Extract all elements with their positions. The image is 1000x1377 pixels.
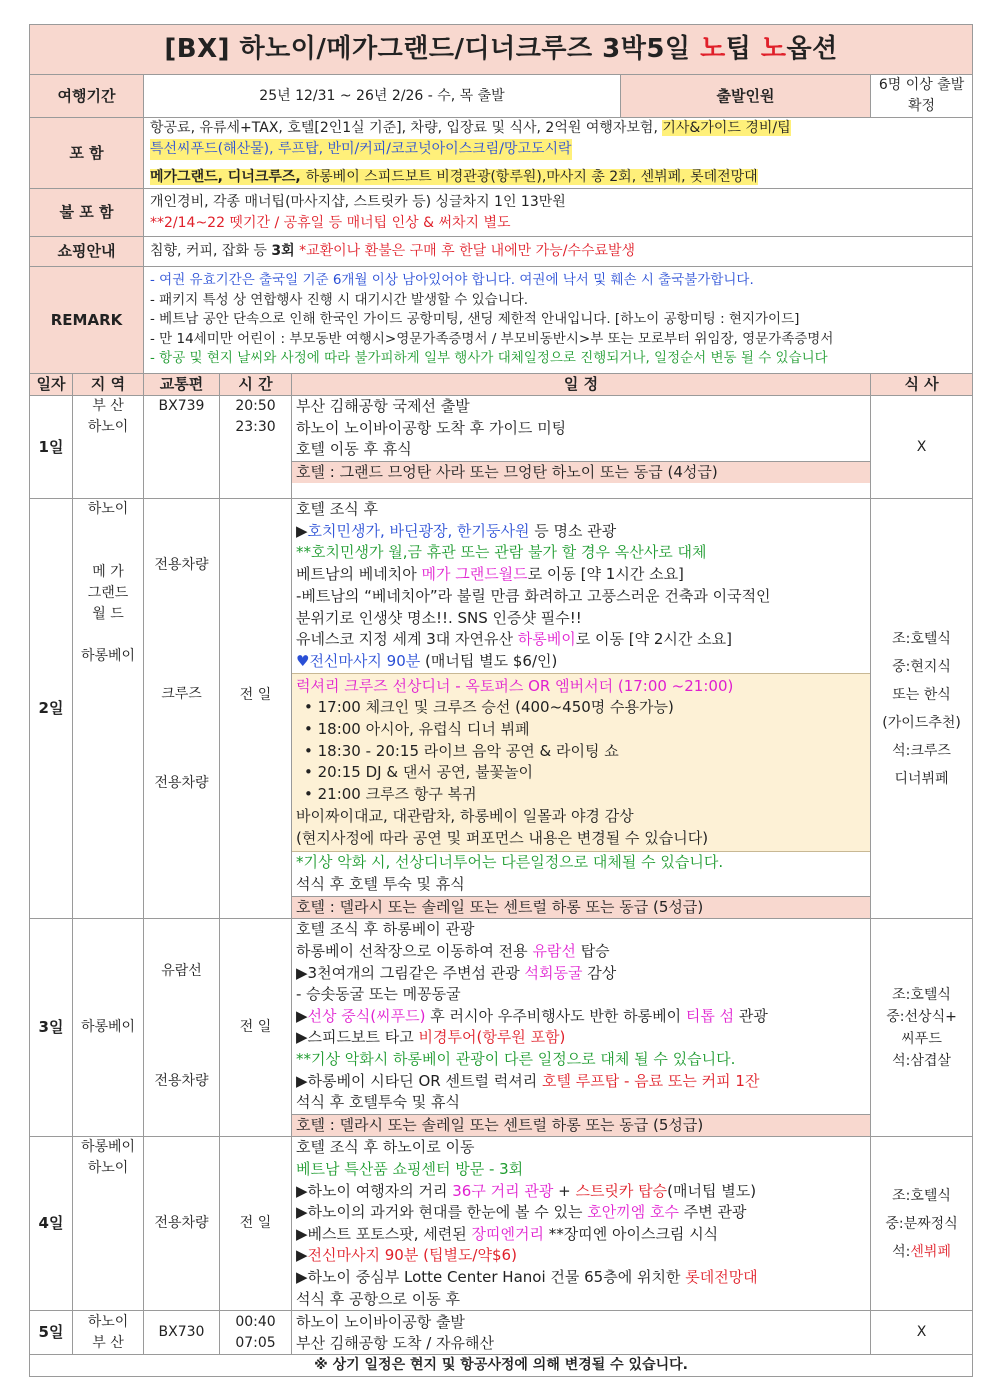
day-schedule: 호텔 조식 후 하노이로 이동 베트남 특산품 쇼핑센터 방문 - 3회 ▶하노이 여행자의 거리 36구 거리 관광 + 스트릿카 탑승(매너팁 별도) ▶하노이의 과거와 현대를 한눈에 볼 수 있는 호안끼엠 호수 주변 관광 ▶베스트 포토스팟, 세련된 장띠엔거리 **장띠엔 아이스크림 시식 ▶전신마사지 90분 (팁별도/약$6) ▶하노이 중심부 Lotte Center Hanoi 건물 65층에 위치한 롯데전망대 석식 후 공항으로 이동 후	[292, 1137, 871, 1311]
remark-line: - 패키지 특성 상 연합행사 진행 시 대기시간 발생할 수 있습니다.	[150, 291, 529, 308]
people-value: 6명 이상 출발 확정	[871, 75, 973, 118]
day-row	[30, 1137, 973, 1311]
day-time: 전 일	[220, 1137, 292, 1311]
day-region: 하롱베이	[73, 919, 144, 1137]
day-schedule: 호텔 조식 후 하롱베이 관광 하롱베이 선착장으로 이동하여 전용 유람선 탑승 ▶3천여개의 그림같은 주변섬 관광 석회동굴 감상 - 승솟동굴 또는 메꽁동굴 ▶선상 중식(씨푸드) 후 러시아 우주비행사도 반한 하롱베이 티톱 섬 관광 ▶스피드보트 타고 비경투어(항루원 포함) **기상 악화시 하롱베이 관광이 다른 일정으로 대체 될 수 있습니다. ▶하롱베이 시타딘 OR 센트럴 럭셔리 호텔 루프탑 - 음료 또는 커피 1잔 석식 후 호텔투숙 및 휴식 호텔 : 델라시 또는 솔레일 또는 센트럴 하롱 또는 동급 (5성급)	[292, 919, 871, 1137]
day-region: 하롱베이 하노이	[73, 1137, 144, 1311]
shopping-content: 침향, 커피, 잡화 등 3회 *교환이나 환불은 구매 후 한달 내에만 가능/수수료발생	[144, 237, 973, 267]
day-label: 2일	[30, 499, 73, 919]
schedule-line: 하노이 노이바이공항 도착 후 가이드 미팅	[296, 418, 567, 437]
cruise-box: 럭셔리 크루즈 선상디너 - 옥토퍼스 OR 엠버서더 (17:00 ~21:00) • 17:00 체크인 및 크루즈 승선 (400~450명 수용가능) • 18:00 아시아, 유럽식 디너 뷔페 • 18:30 - 20:15 라이브 음악 공연 & 라이팅 쇼 • 20:15 DJ & 댄서 공연, 불꽃놀이 • 21:00 크루즈 항구 복귀 바이짜이대교, 대관람차, 하롱베이 일몰과 야경 감상 (현지사정에 따라 공연 및 퍼포먼스 내용은 변경될 수 있습니다)	[292, 673, 870, 853]
col-schedule: 일 정	[292, 374, 871, 396]
exclude-content	[144, 189, 973, 237]
day-schedule: 하노이 노이바이공항 출발 부산 김해공항 도착 / 자유해산	[292, 1311, 871, 1355]
include-label: 포 함	[30, 118, 144, 189]
cruise-item: • 18:30 - 20:15 라이브 음악 공연 & 라이팅 쇼	[304, 741, 619, 760]
exclude-line: **2/14~22 뗏기간 / 공휴일 등 매너팁 인상 & 써차지 별도	[150, 214, 511, 231]
day-meal: X	[871, 1311, 973, 1355]
day-row	[30, 396, 973, 499]
remark-line: - 여권 유효기간은 출국일 기준 6개월 이상 남아있어야 합니다. 여권에 낙서 및 훼손 시 출국불가합니다.	[150, 272, 754, 289]
day-time: 20:50 23:30	[220, 396, 292, 499]
day-label: 5일	[30, 1311, 73, 1355]
remark-line: - 항공 및 현지 날씨와 사정에 따라 불가피하게 일부 행사가 대체일정으로 진행되거나, 일정순서 변동 될 수 있습니다	[150, 350, 828, 367]
day-meal: X	[871, 396, 973, 499]
day-transport: BX739	[144, 396, 220, 499]
day-region: 하노이 부 산	[73, 1311, 144, 1355]
day-row	[30, 919, 973, 1137]
day-schedule	[292, 396, 871, 499]
remark-content	[144, 267, 973, 374]
cruise-item: • 17:00 체크인 및 크루즈 승선 (400~450명 수용가능)	[304, 698, 674, 717]
exclude-label: 불 포 함	[30, 189, 144, 237]
hotel-line: 호텔 : 그랜드 므엉탄 사라 또는 므엉탄 하노이 또는 동급 (4성급)	[292, 461, 870, 484]
remark-label: REMARK	[30, 267, 144, 374]
schedule-line: 호텔 이동 후 휴식	[296, 440, 412, 458]
day-row	[30, 499, 973, 919]
include-line: 항공료, 유류세+TAX, 호텔[2인1실 기준], 차량, 입장료 및 식사, 2억원 여행자보험, 기사&가이드 경비/팁	[150, 120, 791, 136]
period-value: 25년 12/31 ~ 26년 2/26 - 수, 목 출발	[144, 75, 621, 118]
col-region: 지 역	[73, 374, 144, 396]
day-transport: 전용차량	[144, 1137, 220, 1311]
day-label: 4일	[30, 1137, 73, 1311]
cruise-item: • 21:00 크루즈 항구 복귀	[304, 785, 477, 804]
day-schedule: 호텔 조식 후 ▶호치민생가, 바딘광장, 한기둥사원 등 명소 관광 **호치민생가 월,금 휴관 또는 관람 불가 할 경우 옥산사로 대체 베트남의 베네치아 메가 그랜드월드로 이동 [약 1시간 소요] -베트남의 “베네치아”라 불릴 만큼 화려하고 고풍스러운 건축과 이국적인 분위기로 인생샷 명소!!. SNS 인증샷 필수!! 유네스코 지정 세계 3대 자연유산 하롱베이로 이동 [약 2시간 소요] ♥전신마사지 90분 (매너팁 별도 $6/인) 럭셔리 크루즈 선상디너 - 옥토퍼스 OR 엠버서더 (17:00 ~21:00) • 17:00 체크인 및 크루즈 승선 (400~450명 수용가능) • 18:00 아시아, 유럽식 디너 뷔페 • 18:30 - 20:15 라이브 음악 공연 & 라이팅 쇼 • 20:15 DJ & 댄서 공연, 불꽃놀이 • 21:00 크루즈 항구 복귀 바이짜이대교, 대관람차, 하롱베이 일몰과 야경 감상 (현지사정에 따라 공연 및 퍼포먼스 내용은 변경될 수 있습니다) *기상 악화 시, 선상디너투어는 다른일정으로 대체될 수 있습니다. 석식 후 호텔 투숙 및 휴식 호텔 : 델라시 또는 솔레일 또는 센트럴 하롱 또는 동급 (5성급)	[292, 499, 871, 919]
day-meal: 조:호텔식 중:현지식 또는 한식 (가이드추천) 석:크루즈 디너뷔페	[871, 499, 973, 919]
footer-note: ※ 상기 일정은 현지 및 항공사정에 의해 변경될 수 있습니다.	[30, 1355, 973, 1377]
day-transport: BX730	[144, 1311, 220, 1355]
day-transport: 유람선 전용차량	[144, 919, 220, 1137]
day-time: 전 일	[220, 499, 292, 919]
cruise-item: • 18:00 아시아, 유럽식 디너 뷔페	[304, 720, 530, 739]
day-meal: 조:호텔식 중:분짜정식 석:센뷔페	[871, 1137, 973, 1311]
cruise-item: • 20:15 DJ & 댄서 공연, 불꽃놀이	[304, 763, 534, 782]
day-transport: 전용차량 크루즈 전용차량	[144, 499, 220, 919]
day-label: 1일	[30, 396, 73, 499]
include-content	[144, 118, 973, 189]
day-region: 하노이 메 가 그랜드 월 드 하롱베이	[73, 499, 144, 919]
cruise-title: 럭셔리 크루즈 선상디너 - 옥토퍼스 OR 엠버서더 (17:00 ~21:00)	[296, 676, 734, 695]
hotel-line: 호텔 : 델라시 또는 솔레일 또는 센트럴 하롱 또는 동급 (5성급)	[292, 896, 870, 919]
day-row	[30, 1311, 973, 1355]
remark-line: - 만 14세미만 어린이 : 부모동반 여행시>영문가족증명서 / 부모비동반시>부 또는 모로부터 위임장, 영문가족증명서	[150, 330, 834, 347]
day-meal: 조:호텔식 중:선상식+ 씨푸드 석:삼겹살	[871, 919, 973, 1137]
include-line: 메가그랜드, 디너크루즈, 하롱베이 스피드보트 비경관광(항루원),마사지 총 2회, 센뷔페, 롯데전망대	[150, 169, 758, 185]
day-region: 부 산 하노이	[73, 396, 144, 499]
people-label: 출발인원	[621, 75, 871, 118]
col-transport: 교통편	[144, 374, 220, 396]
day-time: 전 일	[220, 919, 292, 1137]
page-title: [BX] 하노이/메가그랜드/디너크루즈 3박5일 노팁 노옵션	[30, 25, 973, 75]
day-label: 3일	[30, 919, 73, 1137]
period-label: 여행기간	[30, 75, 144, 118]
itinerary-table	[29, 24, 973, 1377]
col-time: 시 간	[220, 374, 292, 396]
shopping-label: 쇼핑안내	[30, 237, 144, 267]
col-day: 일자	[30, 374, 73, 396]
schedule-line: 부산 김해공항 국제선 출발	[296, 397, 470, 415]
include-line: 특선씨푸드(해산물), 루프탑, 반미/커피/코코넛아이스크림/망고도시락	[150, 139, 572, 160]
col-meal: 식 사	[871, 374, 973, 396]
itinerary-sheet	[29, 24, 972, 1377]
hotel-line: 호텔 : 델라시 또는 솔레일 또는 센트럴 하롱 또는 동급 (5성급)	[292, 1114, 870, 1137]
exclude-line: 개인경비, 각종 매너팁(마사지샵, 스트릿카 등) 싱글차지 1인 13만원	[150, 193, 566, 210]
remark-line: - 베트남 공안 단속으로 인해 한국인 가이드 공항미팅, 샌딩 제한적 안내입니다. [하노이 공항미팅 : 현지가이드]	[150, 311, 800, 328]
day-time: 00:40 07:05	[220, 1311, 292, 1355]
